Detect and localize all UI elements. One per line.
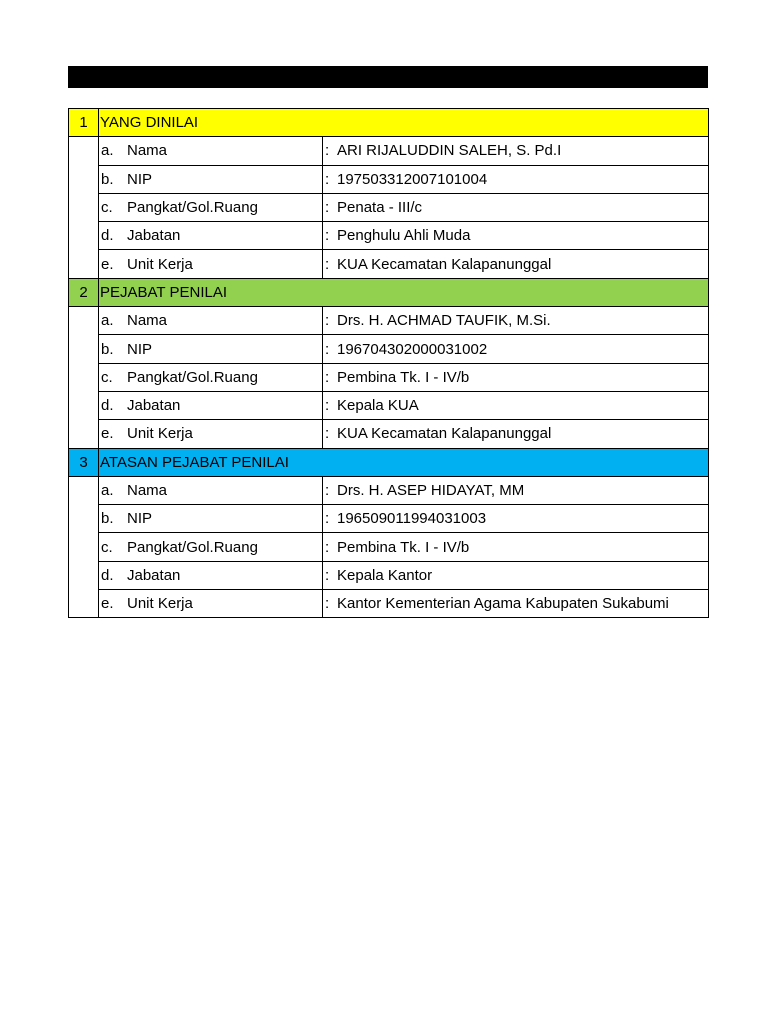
field-value-cell [323, 476, 709, 504]
field-row [69, 193, 709, 221]
section-title: ATASAN PEJABAT PENILAI [99, 448, 709, 476]
field-label-cell [99, 250, 323, 278]
section-header-row [69, 278, 709, 306]
field-value-cell [323, 165, 709, 193]
field-row [69, 533, 709, 561]
field-value-cell [323, 420, 709, 448]
field-colon: : [325, 255, 330, 273]
field-value-cell [323, 363, 709, 391]
field-label-cell [99, 193, 323, 221]
field-colon: : [325, 170, 330, 188]
field-label-cell [99, 505, 323, 533]
field-value: Drs. H. ASEP HIDAYAT, MM [337, 482, 525, 499]
field-letter: b. [101, 510, 114, 528]
field-colon: : [325, 312, 330, 330]
field-value: Pembina Tk. I - IV/b [337, 538, 470, 556]
field-label: Pangkat/Gol.Ruang [127, 199, 258, 217]
field-label: NIP [127, 510, 153, 528]
field-letter: a. [101, 142, 114, 160]
field-label: Nama [127, 312, 168, 330]
field-row [69, 505, 709, 533]
field-value-cell [323, 533, 709, 561]
field-value-cell [323, 137, 709, 165]
section-title: PEJABAT PENILAI [99, 278, 709, 306]
field-row [69, 363, 709, 391]
field-value: KUA Kecamatan Kalapanunggal [337, 255, 552, 273]
field-row [69, 420, 709, 448]
field-row [69, 476, 709, 504]
field-label-cell [99, 391, 323, 419]
field-row [69, 335, 709, 363]
field-letter: a. [101, 312, 114, 330]
field-letter: e. [101, 425, 114, 443]
field-label-cell [99, 137, 323, 165]
field-value: Penghulu Ahli Muda [337, 227, 471, 245]
field-label-cell [99, 476, 323, 504]
field-value: 196509011994031003 [337, 510, 487, 528]
field-value-cell [323, 193, 709, 221]
field-label-cell [99, 363, 323, 391]
field-row [69, 137, 709, 165]
field-value: Kantor Kementerian Agama Kabupaten Sukabumi [337, 595, 669, 613]
field-row [69, 307, 709, 335]
field-label: NIP [127, 170, 153, 188]
field-colon: : [325, 595, 330, 613]
field-value-cell [323, 307, 709, 335]
field-label: Jabatan [127, 397, 181, 415]
field-colon: : [325, 397, 330, 415]
field-label-cell [99, 590, 323, 618]
field-row [69, 250, 709, 278]
field-colon: : [325, 538, 330, 556]
field-value: Penata - III/c [337, 199, 423, 217]
field-label: NIP [127, 340, 153, 358]
field-colon: : [325, 199, 330, 217]
field-letter: a. [101, 482, 114, 499]
field-value-cell [323, 250, 709, 278]
field-colon: : [325, 368, 330, 386]
field-label: Unit Kerja [127, 595, 193, 613]
row-spacer [69, 137, 99, 278]
field-value: 197503312007101004 [337, 170, 488, 188]
field-value-cell [323, 561, 709, 589]
field-letter: c. [101, 368, 113, 386]
field-label: Pangkat/Gol.Ruang [127, 368, 258, 386]
field-value: KUA Kecamatan Kalapanunggal [337, 425, 552, 443]
row-spacer [69, 476, 99, 617]
field-value-cell [323, 391, 709, 419]
field-letter: e. [101, 255, 114, 273]
field-colon: : [325, 142, 330, 160]
section-header-row [69, 448, 709, 476]
field-label-cell [99, 561, 323, 589]
field-value: Pembina Tk. I - IV/b [337, 368, 470, 386]
section-title: YANG DINILAI [99, 109, 709, 137]
field-colon: : [325, 566, 330, 584]
row-spacer [69, 307, 99, 448]
field-row [69, 391, 709, 419]
field-label: Nama [127, 142, 168, 160]
field-colon: : [325, 340, 330, 358]
field-value: Kepala Kantor [337, 566, 433, 584]
field-value-cell [323, 590, 709, 618]
field-letter: c. [101, 538, 113, 556]
field-value: ARI RIJALUDDIN SALEH, S. Pd.I [337, 142, 562, 160]
field-label: Pangkat/Gol.Ruang [127, 538, 258, 556]
section-number: 1 [69, 109, 99, 137]
field-label: Jabatan [127, 227, 181, 245]
field-label: Unit Kerja [127, 425, 193, 443]
field-colon: : [325, 227, 330, 245]
section-number: 2 [69, 278, 99, 306]
field-label-cell [99, 307, 323, 335]
field-row [69, 590, 709, 618]
field-colon: : [325, 510, 330, 528]
field-label-cell [99, 222, 323, 250]
field-label-cell [99, 165, 323, 193]
header-bar [68, 66, 708, 88]
field-value-cell [323, 505, 709, 533]
field-value-cell [323, 335, 709, 363]
field-row [69, 561, 709, 589]
field-letter: b. [101, 170, 114, 188]
field-row [69, 222, 709, 250]
field-label: Unit Kerja [127, 255, 193, 273]
field-letter: d. [101, 397, 114, 415]
section-number: 3 [69, 448, 99, 476]
field-label: Nama [127, 482, 168, 499]
field-label-cell [99, 335, 323, 363]
field-value-cell [323, 222, 709, 250]
field-value: Drs. H. ACHMAD TAUFIK, M.Si. [337, 312, 551, 330]
field-label: Jabatan [127, 566, 181, 584]
field-letter: d. [101, 566, 114, 584]
field-label-cell [99, 533, 323, 561]
field-letter: d. [101, 227, 114, 245]
section-header-row [69, 109, 709, 137]
field-colon: : [325, 425, 330, 443]
field-label-cell [99, 420, 323, 448]
field-value: 196704302000031002 [337, 340, 488, 358]
field-value: Kepala KUA [337, 397, 419, 415]
field-letter: e. [101, 595, 114, 613]
field-row [69, 165, 709, 193]
appraisal-identity-table [68, 108, 709, 618]
field-letter: c. [101, 199, 113, 217]
field-letter: b. [101, 340, 114, 358]
field-colon: : [325, 482, 330, 499]
